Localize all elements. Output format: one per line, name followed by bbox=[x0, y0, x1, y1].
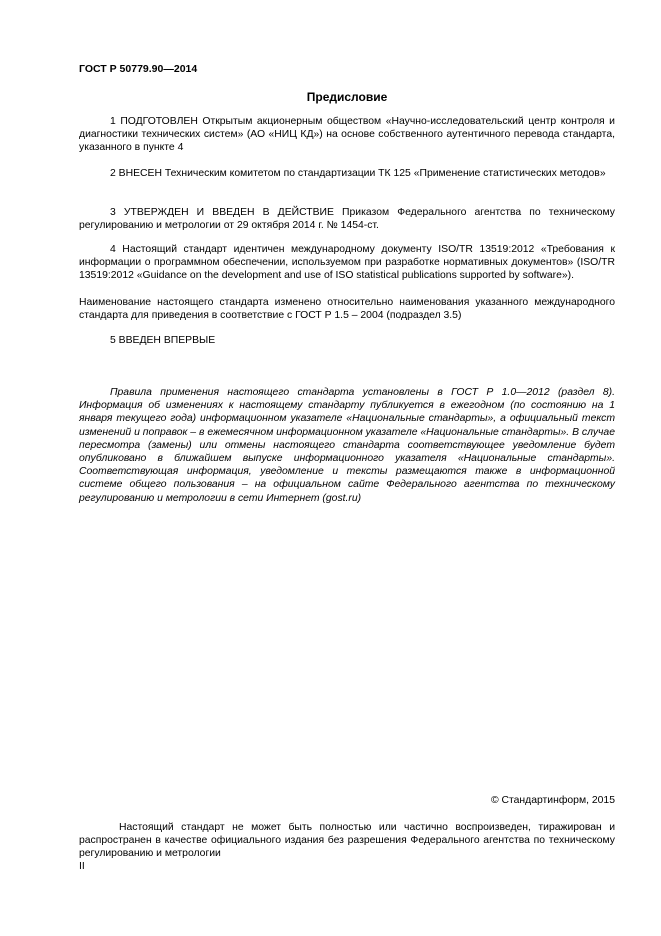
copyright: © Стандартинформ, 2015 bbox=[490, 795, 615, 806]
document-code: ГОСТ Р 50779.90—2014 bbox=[79, 63, 198, 75]
page-title: Предисловие bbox=[306, 90, 388, 104]
page-number: II bbox=[79, 861, 85, 872]
application-rules-notice: Правила применения настоящего стандарта установлены в ГОСТ Р 1.0—2012 (раздел 8). Информация об изменениях к настоящему стандарту публикуется в ежегодном (по состоянию на 1 января текущего года) информационном указателе «Национальные стандарты», а официальный текст изменений и поправок – в ежемесячном информационном указателе «Национальные стандарты». В случае пересмотра (замены) или отмены настоящего стандарта соответствующее уведомление будет опубликовано в ближайшем выпуске информационного указателя «Национальные стандарты». Соответствующая информация, уведомление и тексты размещаются также в информационной системе общего пользования – на официальном сайте Федерального агентства по техническому регулированию и метрологии в сети Интернет (gost.ru) bbox=[79, 387, 615, 504]
section-1-prepared: 1 ПОДГОТОВЛЕН Открытым акционерным обществом «Научно-исследовательский центр контроля и диагностики технических систем» (АО «НИЦ КД») на основе собственного аутентичного перевода стандарта, указанного в пункте 4 bbox=[79, 116, 615, 154]
section-2-introduced: 2 ВНЕСЕН Техническим комитетом по стандартизации ТК 125 «Применение статистических методов» bbox=[110, 168, 606, 179]
section-4-name-note: Наименование настоящего стандарта изменено относительно наименования указанного международного стандарта для приведения в соответствие с ГОСТ Р 1.5 – 2004 (подраздел 3.5) bbox=[79, 297, 615, 322]
section-4-identical: 4 Настоящий стандарт идентичен международному документу ISO/TR 13519:2012 «Требования к информации о программном обеспечении, используемом при разработке нормативных документов» (ISO/TR 13519:2012 «Guidance on the development and use of ISO statistical publications supported by software»). bbox=[79, 244, 615, 282]
reproduction-notice: Настоящий стандарт не может быть полностью или частично воспроизведен, тиражирован и распространен в качестве официального издания без разрешения Федерального агентства по техническому регулированию и метрологии bbox=[79, 822, 615, 860]
section-5-first-introduced: 5 ВВЕДЕН ВПЕРВЫЕ bbox=[110, 335, 216, 346]
section-3-approved: 3 УТВЕРЖДЕН И ВВЕДЕН В ДЕЙСТВИЕ Приказом Федерального агентства по техническому регулированию и метрологии от 29 октября 2014 г. № 1454-ст. bbox=[79, 207, 615, 232]
